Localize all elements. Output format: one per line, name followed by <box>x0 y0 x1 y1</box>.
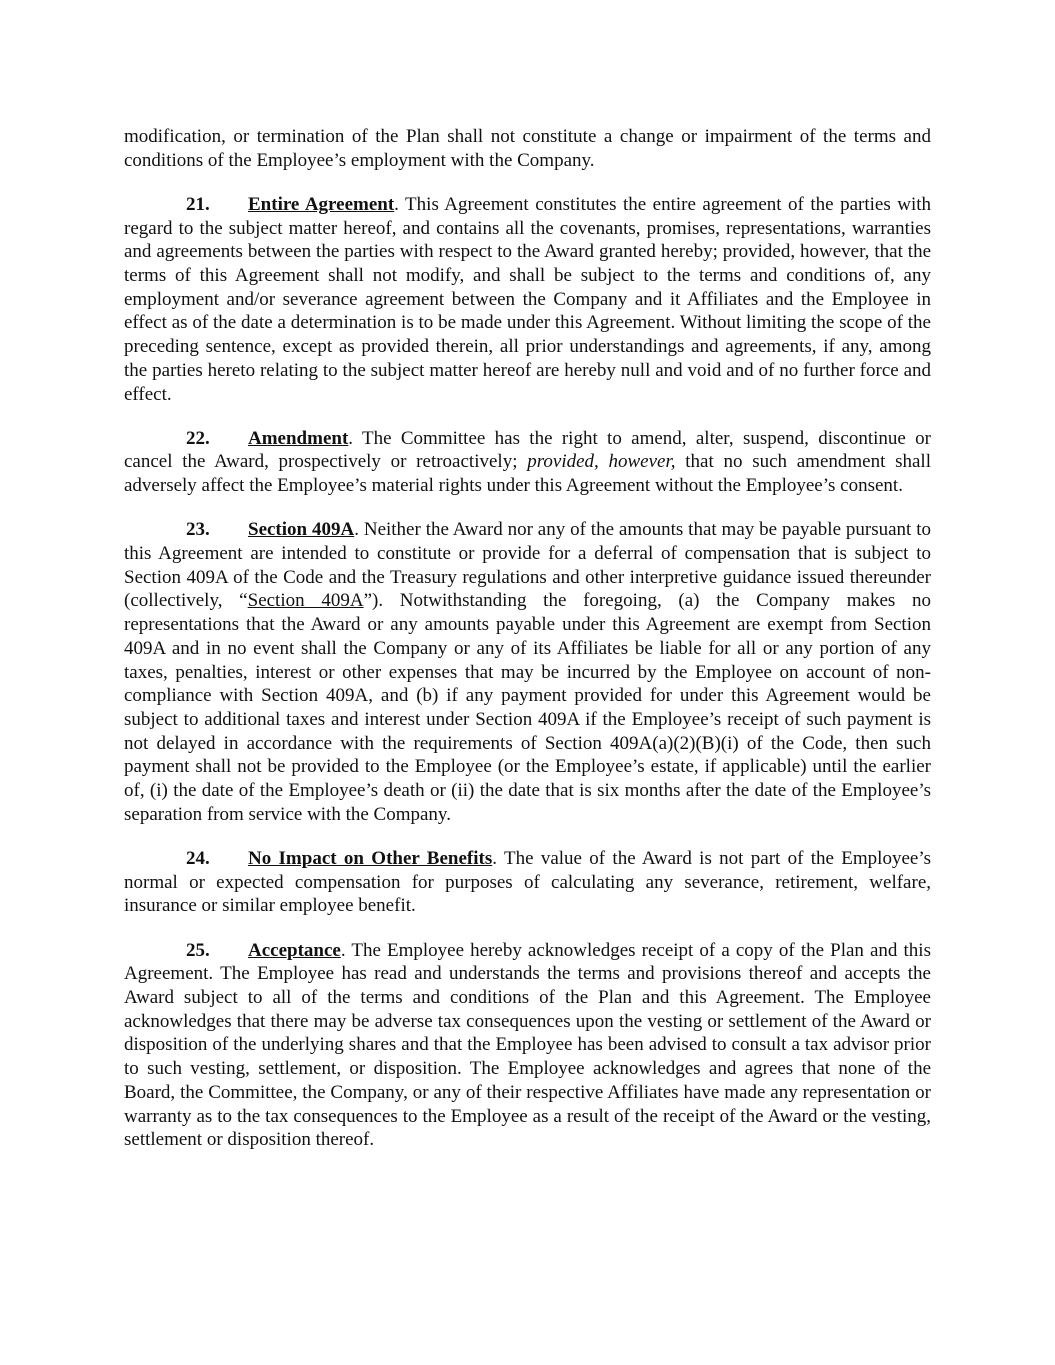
section-number: 25. <box>186 939 210 961</box>
section-body: . Neither the Award nor any of the amounts that may be payable pursuant to this Agreement are intended to constitute or provide for a deferral of compensation that is subject to Section 409A of the Code and the Treasury regulations and other interpretive guidance issued thereunder (collectively, “ <box>124 519 931 612</box>
section-body-continued: ”). Notwithstanding the foregoing, (a) the Company makes no representations that the Award or any amounts payable under this Agreement are exempt from Section 409A and in no event shall the Company or any of its Affiliates be liable for all or any portion of any taxes, penalties, interest or other expenses that may be incurred by the Employee on account of non-compliance with Section 409A, and (b) if any payment provided for under this Agreement would be subject to additional taxes and interest under Section 409A if the Employee’s receipt of such payment is not delayed in accordance with the requirements of Section 409A(a)(2)(B)(i) of the Code, then such payment shall not be provided to the Employee (or the Employee’s estate, if applicable) until the earlier of, (i) the date of the Employee’s death or (ii) the date that is six months after the date of the Employee’s separation from service with the Company. <box>124 590 932 825</box>
document-page <box>124 125 931 1172</box>
section-body-continued: that no such amendment shall adversely affect the Employee’s material rights under this Agreement without the Employee’s consent. <box>124 451 931 497</box>
section-21-entire-agreement <box>124 193 931 406</box>
intro-paragraph: modification, or termination of the Plan shall not constitute a change or impairment of the terms and conditions of the Employee’s employment with the Company. <box>124 126 931 171</box>
section-25-acceptance <box>124 939 931 1152</box>
proviso-italic: provided, however, <box>527 451 676 473</box>
section-heading: Entire Agreement <box>248 193 395 215</box>
section-number: 22. <box>186 427 210 449</box>
section-heading: No Impact on Other Benefits <box>248 847 493 869</box>
defined-term: Section 409A <box>247 590 364 612</box>
section-body: . The value of the Award is not part of the Employee’s normal or expected compensation for purposes of calculating any severance, retirement, welfare, insurance or similar employee benefit. <box>124 847 931 917</box>
section-heading: Acceptance <box>248 939 341 961</box>
section-heading: Amendment <box>248 427 349 449</box>
section-number: 21. <box>186 193 210 215</box>
section-number: 24. <box>186 847 210 869</box>
section-number: 23. <box>186 519 210 541</box>
section-22-amendment <box>124 427 931 498</box>
section-body: . The Employee hereby acknowledges receipt of a copy of the Plan and this Agreement. The Employee has read and understands the terms and provisions thereof and accepts the Award subject to all of the terms and conditions of the Plan and this Agreement. The Employee acknowledges that there may be adverse tax consequences upon the vesting or settlement of the Award or disposition of the underlying shares and that the Employee has been advised to consult a tax advisor prior to such vesting, settlement, or disposition. The Employee acknowledges and agrees that none of the Board, the Committee, the Company, or any of their respective Affiliates have made any representation or warranty as to the tax consequences to the Employee as a result of the receipt of the Award or the vesting, settlement or disposition thereof. <box>124 939 931 1151</box>
section-body: . The Committee has the right to amend, alter, suspend, discontinue or cancel the Award, prospectively or retroactively; <box>124 427 931 473</box>
section-body: . This Agreement constitutes the entire agreement of the parties with regard to the subject matter hereof, and contains all the covenants, promises, representations, warranties and agreements between the parties with respect to the Award granted hereby; provided, however, that the terms of this Agreement shall not modify, and shall be subject to the terms and conditions of, any employment and/or severance agreement between the Company and it Affiliates and the Employee in effect as of the date a determination is to be made under this Agreement. Without limiting the scope of the preceding sentence, except as provided therein, all prior understandings and agreements, if any, among the parties hereto relating to the subject matter hereof are hereby null and void and of no further force and effect. <box>124 193 931 405</box>
section-heading: Section 409A <box>248 519 355 541</box>
section-23-section-409a <box>124 518 931 826</box>
section-24-no-impact-on-other-benefits <box>124 847 931 918</box>
